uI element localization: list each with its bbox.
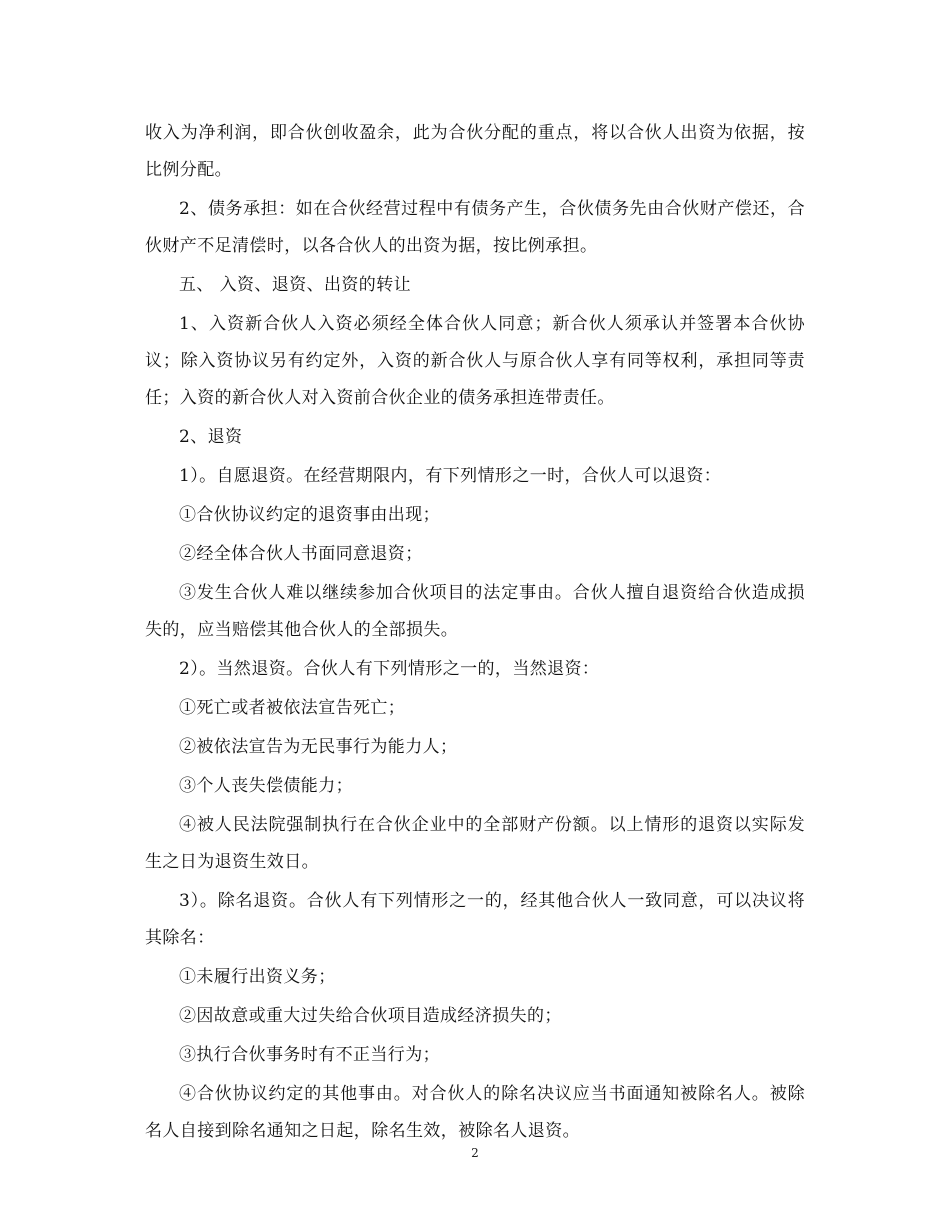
- subsection-heading: 2、退资: [179, 427, 243, 447]
- paragraph: 1）。自愿退资。在经营期限内，有下列情形之一时，合伙人可以退资：: [179, 466, 722, 486]
- paragraph: 2）。当然退资。合伙人有下列情形之一的，当然退资：: [179, 659, 600, 679]
- list-item: ④合伙协议约定的其他事由。对合伙人的除名决议应当书面通知被除名人。被除名人自接到除名通知之日起，除名生效，被除名人退资。: [145, 1084, 805, 1141]
- section-heading: 五、 入资、退资、出资的转让: [179, 275, 412, 295]
- list-item: ③执行合伙事务时有不正当行为；: [179, 1045, 440, 1065]
- list-item: ③个人丧失偿债能力；: [179, 776, 353, 796]
- list-item: ①合伙协议约定的退资事由出现；: [179, 505, 440, 525]
- list-item: ①未履行出资义务；: [179, 967, 336, 987]
- list-item: ②被依法宣告为无民事行为能力人；: [179, 737, 458, 757]
- list-item: ④被人民法院强制执行在合伙企业中的全部财产份额。以上情形的退资以实际发生之日为退资生效日。: [145, 815, 805, 872]
- list-item: ②因故意或重大过失给合伙项目造成经济损失的；: [179, 1006, 562, 1026]
- paragraph: 1、入资新合伙人入资必须经全体合伙人同意；新合伙人须承认并签署本合伙协议；除入资协议另有约定外，入资的新合伙人与原合伙人享有同等权利，承担同等责任；入资的新合伙人对入资前合伙企业的债务承担连带责任。: [145, 314, 805, 408]
- document-body: [145, 115, 805, 1152]
- page-number: 2: [471, 1146, 479, 1160]
- list-item: ②经全体合伙人书面同意退资；: [179, 544, 423, 564]
- list-item: ①死亡或者被依法宣告死亡；: [179, 698, 406, 718]
- paragraph: 收入为净利润，即合伙创收盈余，此为合伙分配的重点，将以合伙人出资为依据，按比例分配。: [145, 123, 805, 180]
- paragraph: 3）。除名退资。合伙人有下列情形之一的，经其他合伙人一致同意，可以决议将其除名：: [145, 891, 805, 948]
- paragraph: 2、债务承担：如在合伙经营过程中有债务产生，合伙债务先由合伙财产偿还，合伙财产不足清偿时，以各合伙人的出资为据，按比例承担。: [145, 199, 805, 256]
- list-item: ③发生合伙人难以继续参加合伙项目的法定事由。合伙人擅自退资给合伙造成损失的，应当赔偿其他合伙人的全部损失。: [145, 583, 805, 640]
